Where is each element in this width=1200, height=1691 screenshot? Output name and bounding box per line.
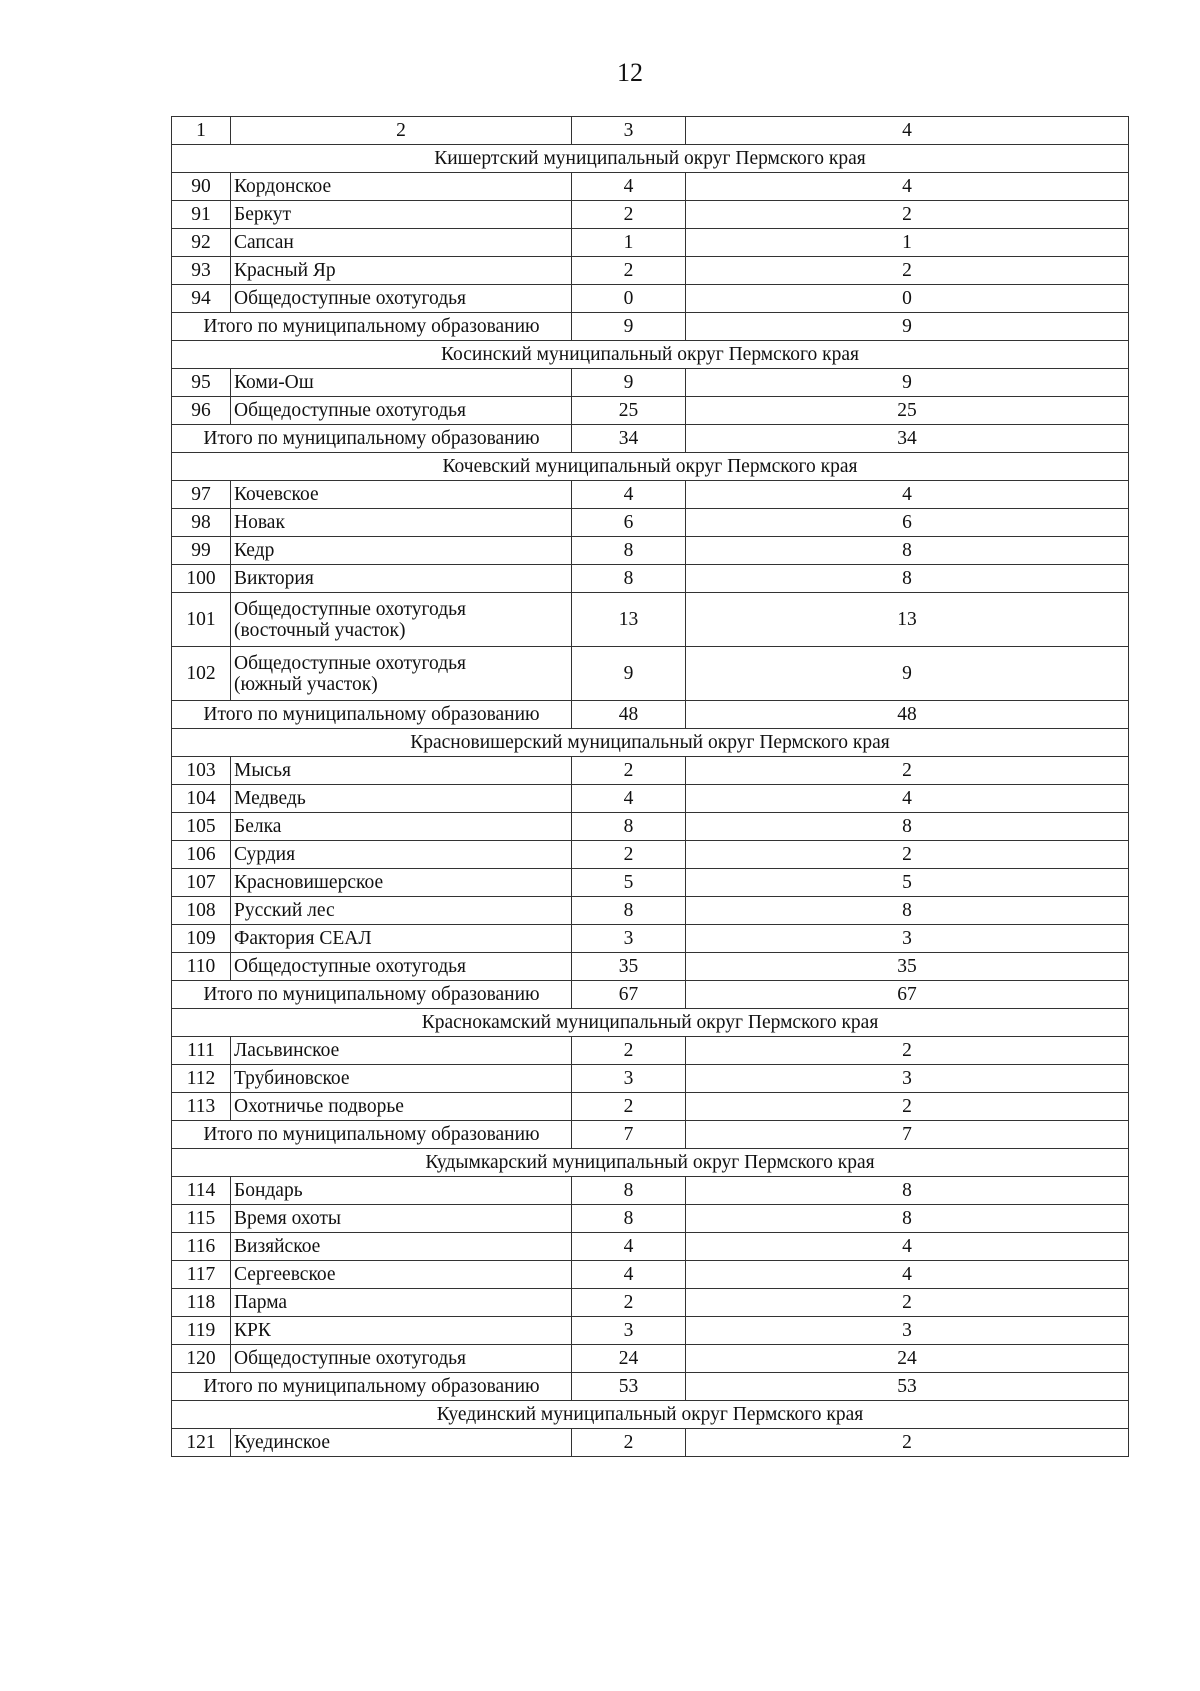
row-name-cell: Ласьвинское — [231, 1037, 572, 1065]
row-name-cell: Куединское — [231, 1429, 572, 1457]
row-value-col3: 5 — [572, 869, 686, 897]
row-value-col3: 8 — [572, 565, 686, 593]
row-number: 108 — [172, 897, 231, 925]
row-name-cell: Сурдия — [231, 841, 572, 869]
section-title-row — [172, 1149, 1129, 1177]
row-number: 105 — [172, 813, 231, 841]
row-number: 95 — [172, 369, 231, 397]
row-value-col4: 8 — [686, 813, 1129, 841]
section-title: Кочевский муниципальный округ Пермского края — [172, 453, 1129, 481]
total-label: Итого по муниципальному образованию — [172, 701, 572, 729]
section-title-row — [172, 1401, 1129, 1429]
row-number: 111 — [172, 1037, 231, 1065]
header-cell-3: 3 — [572, 117, 686, 145]
row-name-cell: Виктория — [231, 565, 572, 593]
row-name-cell: Медведь — [231, 785, 572, 813]
table-row — [172, 1205, 1129, 1233]
total-row — [172, 1121, 1129, 1149]
total-value-col4: 9 — [686, 313, 1129, 341]
row-value-col4: 2 — [686, 1037, 1129, 1065]
total-row — [172, 701, 1129, 729]
row-value-col4: 4 — [686, 481, 1129, 509]
row-name-note: (восточный участок) — [234, 619, 406, 641]
total-label: Итого по муниципальному образованию — [172, 313, 572, 341]
row-number: 93 — [172, 257, 231, 285]
total-value-col4: 48 — [686, 701, 1129, 729]
table-row — [172, 397, 1129, 425]
row-name-cell: Кочевское — [231, 481, 572, 509]
row-number: 100 — [172, 565, 231, 593]
row-value-col4: 35 — [686, 953, 1129, 981]
row-number: 101 — [172, 593, 231, 647]
row-value-col3: 9 — [572, 647, 686, 701]
total-value-col4: 7 — [686, 1121, 1129, 1149]
table-row — [172, 1065, 1129, 1093]
row-number: 116 — [172, 1233, 231, 1261]
row-value-col4: 9 — [686, 647, 1129, 701]
row-value-col4: 3 — [686, 925, 1129, 953]
row-number: 113 — [172, 1093, 231, 1121]
table-row — [172, 1261, 1129, 1289]
total-value-col4: 34 — [686, 425, 1129, 453]
row-value-col4: 5 — [686, 869, 1129, 897]
row-value-col4: 2 — [686, 757, 1129, 785]
row-value-col3: 2 — [572, 1093, 686, 1121]
row-name-cell: Новак — [231, 509, 572, 537]
row-name-cell: Красный Яр — [231, 257, 572, 285]
table-row — [172, 481, 1129, 509]
row-value-col4: 8 — [686, 537, 1129, 565]
header-cell-2: 2 — [231, 117, 572, 145]
row-number: 109 — [172, 925, 231, 953]
section-title: Кудымкарский муниципальный округ Пермского края — [172, 1149, 1129, 1177]
section-title: Куединский муниципальный округ Пермского края — [172, 1401, 1129, 1429]
row-value-col4: 4 — [686, 1261, 1129, 1289]
table-row — [172, 1037, 1129, 1065]
table-row — [172, 785, 1129, 813]
row-value-col3: 8 — [572, 1205, 686, 1233]
row-name: Общедоступные охотугодья — [234, 652, 467, 674]
total-value-col3: 9 — [572, 313, 686, 341]
table-row — [172, 537, 1129, 565]
row-value-col4: 8 — [686, 1177, 1129, 1205]
total-value-col3: 34 — [572, 425, 686, 453]
row-name-cell: Охотничье подворье — [231, 1093, 572, 1121]
row-name-cell: Коми-Ош — [231, 369, 572, 397]
row-value-col4: 4 — [686, 1233, 1129, 1261]
row-value-col4: 4 — [686, 785, 1129, 813]
table-row — [172, 841, 1129, 869]
total-value-col4: 53 — [686, 1373, 1129, 1401]
table-row — [172, 593, 1129, 647]
row-number: 98 — [172, 509, 231, 537]
row-value-col3: 13 — [572, 593, 686, 647]
row-name: Общедоступные охотугодья — [234, 598, 467, 620]
row-value-col3: 4 — [572, 1261, 686, 1289]
row-name-cell: Парма — [231, 1289, 572, 1317]
table-row — [172, 201, 1129, 229]
row-number: 112 — [172, 1065, 231, 1093]
row-value-col3: 4 — [572, 1233, 686, 1261]
row-value-col3: 2 — [572, 841, 686, 869]
total-value-col3: 53 — [572, 1373, 686, 1401]
row-value-col4: 0 — [686, 285, 1129, 313]
row-value-col3: 2 — [572, 1037, 686, 1065]
total-label: Итого по муниципальному образованию — [172, 425, 572, 453]
row-value-col3: 2 — [572, 257, 686, 285]
total-row — [172, 981, 1129, 1009]
row-name-cell: Русский лес — [231, 897, 572, 925]
row-name-cell: Мысья — [231, 757, 572, 785]
row-value-col4: 2 — [686, 1093, 1129, 1121]
header-cell-4: 4 — [686, 117, 1129, 145]
row-number: 106 — [172, 841, 231, 869]
row-value-col4: 2 — [686, 841, 1129, 869]
total-label: Итого по муниципальному образованию — [172, 981, 572, 1009]
total-value-col3: 7 — [572, 1121, 686, 1149]
row-name-cell: Фактория СЕАЛ — [231, 925, 572, 953]
row-name-cell: Общедоступные охотугодья — [231, 953, 572, 981]
row-value-col4: 13 — [686, 593, 1129, 647]
row-value-col4: 8 — [686, 565, 1129, 593]
table-row — [172, 257, 1129, 285]
row-name-cell — [231, 593, 572, 647]
row-number: 96 — [172, 397, 231, 425]
row-number: 90 — [172, 173, 231, 201]
table-row — [172, 509, 1129, 537]
table-row — [172, 925, 1129, 953]
row-value-col3: 0 — [572, 285, 686, 313]
row-number: 94 — [172, 285, 231, 313]
row-name-cell: Общедоступные охотугодья — [231, 1345, 572, 1373]
section-title-row — [172, 341, 1129, 369]
total-value-col3: 48 — [572, 701, 686, 729]
row-name-cell: Кордонское — [231, 173, 572, 201]
row-value-col3: 2 — [572, 201, 686, 229]
row-value-col4: 25 — [686, 397, 1129, 425]
row-value-col4: 2 — [686, 201, 1129, 229]
row-name-cell: Сапсан — [231, 229, 572, 257]
row-number: 118 — [172, 1289, 231, 1317]
section-title: Красновишерский муниципальный округ Пермского края — [172, 729, 1129, 757]
table-row — [172, 229, 1129, 257]
table-row — [172, 647, 1129, 701]
table-row — [172, 757, 1129, 785]
table-body — [172, 117, 1129, 1457]
row-number: 121 — [172, 1429, 231, 1457]
row-name-cell: Бондарь — [231, 1177, 572, 1205]
row-value-col3: 8 — [572, 813, 686, 841]
table-row — [172, 285, 1129, 313]
section-title: Кишертский муниципальный округ Пермского края — [172, 145, 1129, 173]
row-name-note: (южный участок) — [234, 673, 378, 695]
row-value-col3: 2 — [572, 757, 686, 785]
row-value-col3: 2 — [572, 1289, 686, 1317]
row-value-col3: 25 — [572, 397, 686, 425]
row-name-cell: Сергеевское — [231, 1261, 572, 1289]
row-name-cell: Общедоступные охотугодья — [231, 285, 572, 313]
section-title-row — [172, 729, 1129, 757]
row-value-col3: 1 — [572, 229, 686, 257]
row-number: 103 — [172, 757, 231, 785]
section-title-row — [172, 145, 1129, 173]
row-number: 120 — [172, 1345, 231, 1373]
table-row — [172, 1093, 1129, 1121]
row-number: 110 — [172, 953, 231, 981]
row-value-col3: 2 — [572, 1429, 686, 1457]
section-title: Краснокамский муниципальный округ Пермского края — [172, 1009, 1129, 1037]
table-row — [172, 869, 1129, 897]
row-value-col4: 8 — [686, 1205, 1129, 1233]
total-value-col4: 67 — [686, 981, 1129, 1009]
section-title-row — [172, 1009, 1129, 1037]
total-row — [172, 1373, 1129, 1401]
row-value-col3: 9 — [572, 369, 686, 397]
row-value-col4: 4 — [686, 173, 1129, 201]
table-row — [172, 813, 1129, 841]
row-value-col3: 8 — [572, 1177, 686, 1205]
row-value-col3: 6 — [572, 509, 686, 537]
header-row — [172, 117, 1129, 145]
row-name-cell: КРК — [231, 1317, 572, 1345]
row-value-col3: 24 — [572, 1345, 686, 1373]
row-value-col4: 9 — [686, 369, 1129, 397]
row-number: 114 — [172, 1177, 231, 1205]
row-number: 99 — [172, 537, 231, 565]
row-value-col4: 8 — [686, 897, 1129, 925]
row-value-col4: 1 — [686, 229, 1129, 257]
row-value-col3: 4 — [572, 481, 686, 509]
row-value-col4: 3 — [686, 1065, 1129, 1093]
page-number: 12 — [617, 58, 643, 87]
row-number: 107 — [172, 869, 231, 897]
section-title-row — [172, 453, 1129, 481]
total-label: Итого по муниципальному образованию — [172, 1373, 572, 1401]
table-row — [172, 1317, 1129, 1345]
section-title: Косинский муниципальный округ Пермского края — [172, 341, 1129, 369]
row-value-col3: 4 — [572, 173, 686, 201]
row-value-col4: 24 — [686, 1345, 1129, 1373]
row-number: 92 — [172, 229, 231, 257]
row-value-col3: 3 — [572, 1065, 686, 1093]
table-row — [172, 1345, 1129, 1373]
row-value-col4: 2 — [686, 1429, 1129, 1457]
row-name-cell: Кедр — [231, 537, 572, 565]
row-name-cell: Белка — [231, 813, 572, 841]
row-value-col3: 8 — [572, 897, 686, 925]
row-value-col3: 3 — [572, 1317, 686, 1345]
row-name-cell: Красновишерское — [231, 869, 572, 897]
row-value-col4: 2 — [686, 1289, 1129, 1317]
row-value-col4: 6 — [686, 509, 1129, 537]
table-row — [172, 173, 1129, 201]
table-row — [172, 1177, 1129, 1205]
row-number: 97 — [172, 481, 231, 509]
row-name-cell: Визяйское — [231, 1233, 572, 1261]
table-row — [172, 953, 1129, 981]
row-name-cell: Время охоты — [231, 1205, 572, 1233]
row-name-cell: Беркут — [231, 201, 572, 229]
table-row — [172, 1429, 1129, 1457]
row-value-col3: 3 — [572, 925, 686, 953]
row-value-col3: 8 — [572, 537, 686, 565]
table-row — [172, 565, 1129, 593]
total-label: Итого по муниципальному образованию — [172, 1121, 572, 1149]
row-number: 119 — [172, 1317, 231, 1345]
row-number: 91 — [172, 201, 231, 229]
total-value-col3: 67 — [572, 981, 686, 1009]
row-value-col4: 3 — [686, 1317, 1129, 1345]
row-name-cell — [231, 647, 572, 701]
table-row — [172, 369, 1129, 397]
header-cell-1: 1 — [172, 117, 231, 145]
row-number: 102 — [172, 647, 231, 701]
row-number: 117 — [172, 1261, 231, 1289]
row-name-cell: Общедоступные охотугодья — [231, 397, 572, 425]
row-value-col3: 35 — [572, 953, 686, 981]
table-row — [172, 897, 1129, 925]
total-row — [172, 425, 1129, 453]
row-name-cell: Трубиновское — [231, 1065, 572, 1093]
row-value-col3: 4 — [572, 785, 686, 813]
row-number: 115 — [172, 1205, 231, 1233]
total-row — [172, 313, 1129, 341]
document-table — [171, 116, 1129, 1457]
table-row — [172, 1289, 1129, 1317]
table-row — [172, 1233, 1129, 1261]
row-number: 104 — [172, 785, 231, 813]
row-value-col4: 2 — [686, 257, 1129, 285]
